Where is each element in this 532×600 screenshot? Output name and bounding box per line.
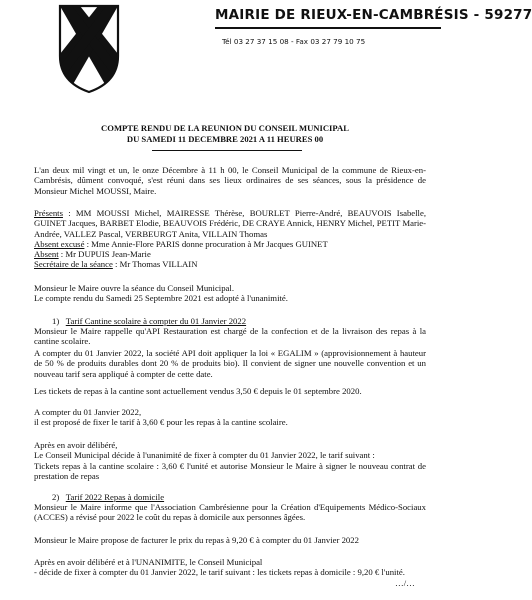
item1-decision (34, 440, 426, 481)
item1-decision-text: Le Conseil Municipal décide à l'unanimité de fixer à compter du 01 Janvier 2022, le tarif suivant : (34, 450, 375, 461)
excused-label: Absent excusé (34, 238, 85, 249)
continuation-mark: …/… (395, 578, 415, 588)
item1-decision-detail: Tickets repas à la cantine scolaire : 3,60 € l'unité et autorise Monsieur le Maire à signer le nouveau contrat de prestation de repas (34, 460, 426, 481)
contact-line: Tél 03 27 37 15 08 - Fax 03 27 79 10 75 (222, 37, 366, 46)
opening-line: Monsieur le Maire ouvre la séance du Conseil Municipal. (34, 283, 234, 293)
item1-paragraph-2: A compter du 01 Janvier 2022, la société API doit appliquer la loi « EGALIM » (approvisionnement à hauteur de 50 % de produits durables dont 20 % de produits bio). Il convient de signer une nouvelle convention et un nouveau tarif sera appliqué à compter de cette date. (34, 348, 426, 379)
item1-heading (34, 316, 444, 326)
secretary-line (34, 259, 426, 269)
item1-proposal (34, 407, 426, 428)
item2-paragraph-2: Monsieur le Maire propose de facturer le prix du repas à 9,20 € à compter du 01 Janvier 2022 (34, 535, 359, 545)
previous-report-line: Le compte rendu du Samedi 25 Septembre 2021 est adopté à l'unanimité. (34, 293, 288, 304)
item2-paragraph-1: Monsieur le Maire informe que l'Association Cambrésienne pour la Création d'Equipements Médico-Sociaux (ACCES) a révisé pour 2022 le coût du repas à domicile aux personnes âgées. (34, 502, 426, 523)
excused-text: : Mme Annie-Flore PARIS donne procuration à Mr Jacques GUINET (84, 238, 328, 249)
excused-line (34, 239, 426, 249)
item1-proposal-text: il est proposé de fixer le tarif à 3,60 € pour les repas à la cantine scolaire. (34, 417, 288, 428)
absent-label: Absent (34, 249, 59, 260)
absent-line (34, 249, 426, 259)
present-line (34, 208, 426, 239)
mairie-title: MAIRIE DE RIEUX-EN-CAMBRÉSIS - 59277 (215, 7, 532, 23)
title-underline (215, 27, 441, 29)
present-label: Présents (34, 208, 63, 218)
item1-title: Tarif Cantine scolaire à compter du 01 Janvier 2022 (65, 316, 247, 326)
attendance-block (34, 208, 426, 270)
present-text: : MM MOUSSI Michel, MAIRESSE Thérèse, BOURLET Pierre-André, BEAUVOIS Isabelle, GUINET Jacques, BARBET Elodie, BEAUVOIS Frédéric, DE CRAYE Annick, HENRY Michel, PETIT Marie-Andrée, VALLEZ Pascal, VERBEURGT Anita, VILLAIN Thomas (34, 208, 426, 239)
item2-deliberation: Après en avoir délibéré et à l'UNANIMITE, le Conseil Municipal (34, 557, 263, 567)
secretary-label: Secrétaire de la séance (34, 259, 113, 270)
absent-text: : Mr DUPUIS Jean-Marie (58, 249, 151, 260)
item2-number: 2) (52, 492, 60, 502)
item2-heading (34, 492, 444, 502)
item1-paragraph-1: Monsieur le Maire rappelle qu'API Restauration est chargé de la confection et de la livraison des repas à la cantine scolaire. (34, 326, 426, 347)
heading-divider (152, 150, 302, 151)
item2-decision (34, 557, 426, 578)
intro-paragraph: L'an deux mil vingt et un, le onze Décembre à 11 h 00, le Conseil Municipal de la commune de Rieux-en-Cambrésis, dûment convoqué, s'est réuni dans ses lieux ordinaires de ses séances, sous la présidence de Monsieur Michel MOUSSI, Maire. (34, 165, 426, 196)
secretary-text: : Mr Thomas VILLAIN (112, 259, 198, 270)
opening-block (34, 283, 426, 304)
item2-title: Tarif 2022 Repas à domicile (65, 492, 165, 502)
report-date: DU SAMEDI 11 DECEMBRE 2021 A 11 HEURES 00 (126, 134, 324, 144)
item1-proposal-date: A compter du 01 Janvier 2022, (34, 407, 142, 417)
item1-deliberation: Après en avoir délibéré, (34, 440, 118, 450)
item1-number: 1) (52, 316, 60, 326)
item2-decision-text: - décide de fixer à compter du 01 Janvier 2022, le tarif suivant : les tickets repas à domicile : 9,20 € l'unité. (34, 567, 405, 578)
coat-of-arms-icon (58, 4, 120, 94)
item1-paragraph-3: Les tickets de repas à la cantine sont actuellement vendus 3,50 € depuis le 01 septembre 2020. (34, 386, 362, 396)
report-title: COMPTE RENDU DE LA REUNION DU CONSEIL MUNICIPAL (101, 123, 349, 133)
